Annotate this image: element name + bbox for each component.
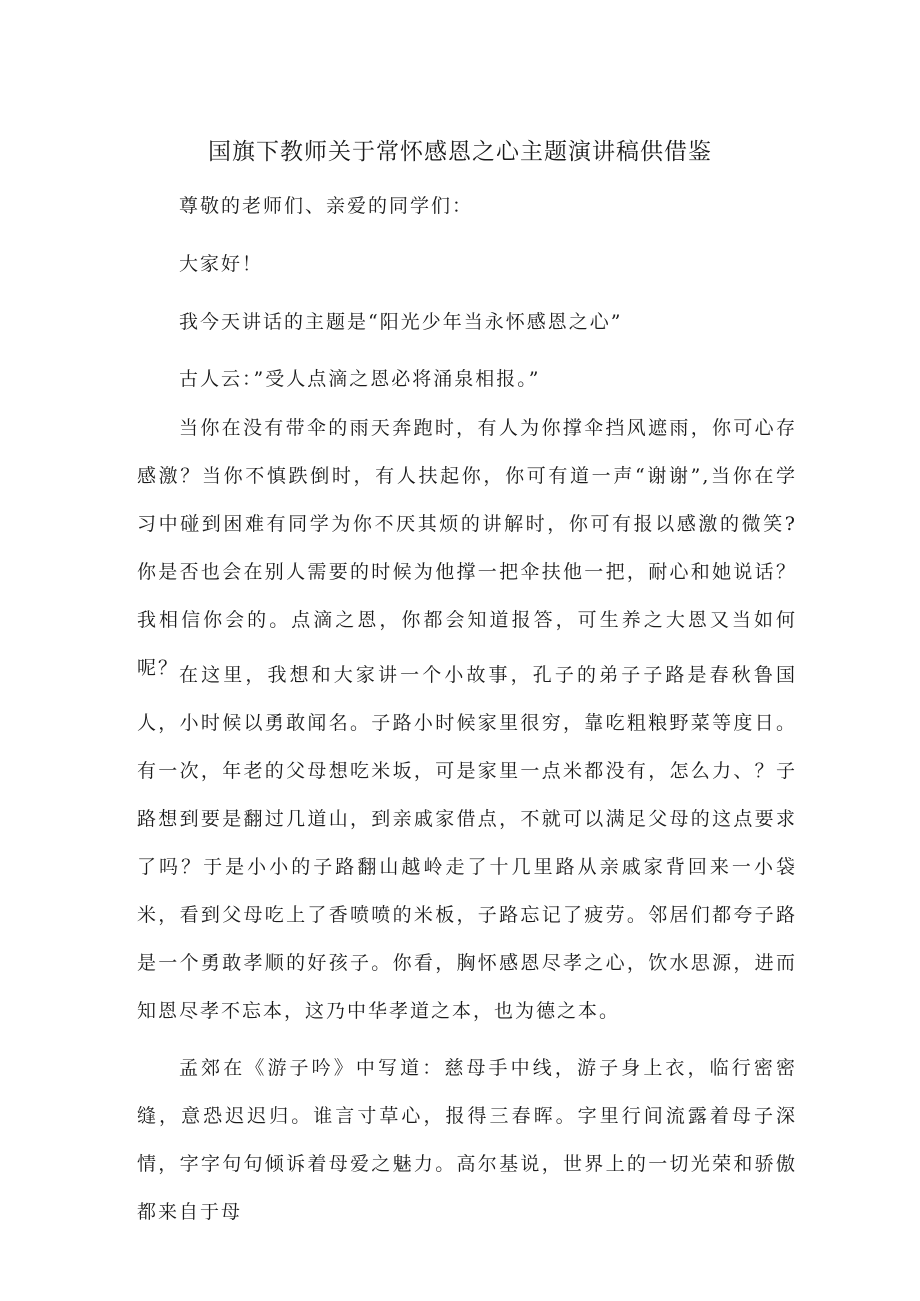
paragraph-gratitude-questions: 当你在没有带伞的雨天奔跑时，有人为你撑伞挡风遮雨，你可心存感激？当你不慎跌倒时，有人扶起你，你可有道一声“谢谢”,当你在学习中碰到困难有同学为你不厌其烦的讲解时，你可有报以感激的微笑?你是否也会在别人需要的时候为他撑一把伞扶他一把，耐心和她说话？我相信你会的。点滴之恩，你都会知道报答，可生养之大恩又当如何呢？ [137,417,797,679]
paragraph-hello: 大家好！ [179,253,264,275]
paragraph-mengjiao-poem: 孟郊在《游子吟》中写道：慈母手中线，游子身上衣，临行密密缝，意恐迟迟归。谁言寸草心，报得三春晖。字里行间流露着母子深情，字字句句倾诉着母爱之魅力。高尔基说，世界上的一切光荣和骄傲都来自于母 [137,1057,797,1223]
paragraph-greeting: 尊敬的老师们、亲爱的同学们： [179,195,474,217]
paragraph-zilu-story: 在这里，我想和大家讲一个小故事，孔子的弟子子路是春秋鲁国人，小时候以勇敢闻名。子路小时候家里很穷，靠吃粗粮野菜等度日。有一次，年老的父母想吃米坂，可是家里一点米都没有，怎么力、？子路想到要是翻过几道山，到亲戚家借点，不就可以满足父母的这点要求了吗？于是小小的子路翻山越岭走了十几里路从亲戚家背回来一小袋米，看到父母吃上了香喷喷的米板，子路忘记了疲劳。邻居们都夸子路是一个勇敢孝顺的好孩子。你看，胸怀感恩尽孝之心，饮水思源，进而知恩尽孝不忘本，这乃中华孝道之本，也为德之本。 [137,664,797,1022]
paragraph-topic: 我今天讲话的主题是“阳光少年当永怀感恩之心” [179,311,623,333]
paragraph-quote: 古人云：”受人点滴之恩必将涌泉相报。” [179,368,541,390]
document-title: 国旗下教师关于常怀感恩之心主题演讲稿供借鉴 [208,139,712,165]
